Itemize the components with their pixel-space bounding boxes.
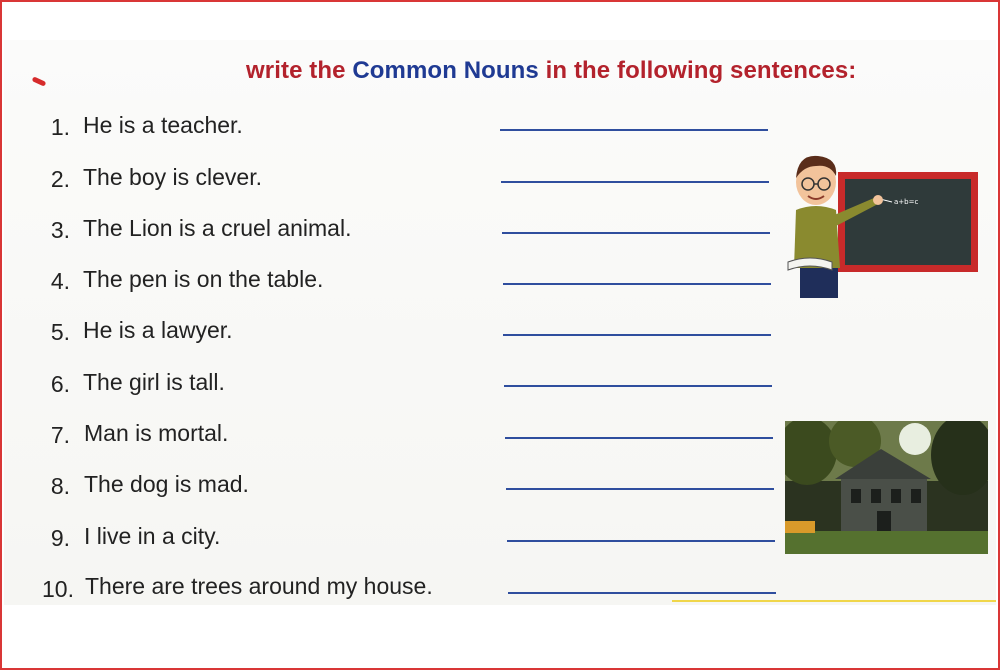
title-highlight: Common Nouns	[352, 57, 539, 84]
answer-blank[interactable]	[501, 181, 769, 183]
question-sentence: He is a teacher.	[83, 112, 243, 138]
question-sentence: The Lion is a cruel animal.	[83, 215, 352, 241]
yellow-underline	[672, 600, 996, 602]
question-sentence: There are trees around my house.	[85, 573, 433, 599]
instruction-title	[246, 57, 856, 85]
question-number: 7.	[50, 422, 70, 448]
answer-blank[interactable]	[508, 592, 776, 594]
question-sentence: The girl is tall.	[83, 369, 225, 395]
answer-blank[interactable]	[503, 283, 771, 285]
answer-blank[interactable]	[502, 232, 770, 234]
answer-blank[interactable]	[505, 437, 773, 439]
question-number: 9.	[50, 525, 70, 551]
question-sentence: I live in a city.	[84, 523, 221, 549]
teacher-at-blackboard-icon	[786, 150, 982, 302]
board-text: a+b=c	[894, 198, 919, 206]
question-number: 2.	[50, 166, 70, 192]
question-sentence: Man is mortal.	[84, 420, 229, 446]
answer-blank[interactable]	[507, 540, 775, 542]
question-sentence: The pen is on the table.	[83, 266, 324, 292]
title-part-1: write the	[246, 57, 353, 84]
question-number: 8.	[50, 473, 70, 499]
title-part-3: in the following sentences:	[538, 57, 857, 84]
question-sentence: He is a lawyer.	[83, 317, 233, 343]
question-number: 3.	[50, 217, 70, 243]
question-sentence: The dog is mad.	[84, 471, 249, 497]
question-number: 1.	[50, 114, 70, 140]
answer-blank[interactable]	[506, 488, 774, 490]
question-number: 4.	[50, 268, 70, 294]
answer-blank[interactable]	[504, 385, 772, 387]
answer-blank[interactable]	[500, 129, 768, 131]
house-among-trees-icon	[785, 421, 988, 554]
question-sentence: The boy is clever.	[83, 164, 262, 190]
question-number: 6.	[50, 371, 70, 397]
question-number: 5.	[50, 319, 70, 345]
answer-blank[interactable]	[503, 334, 771, 336]
question-number: 10.	[42, 576, 74, 602]
